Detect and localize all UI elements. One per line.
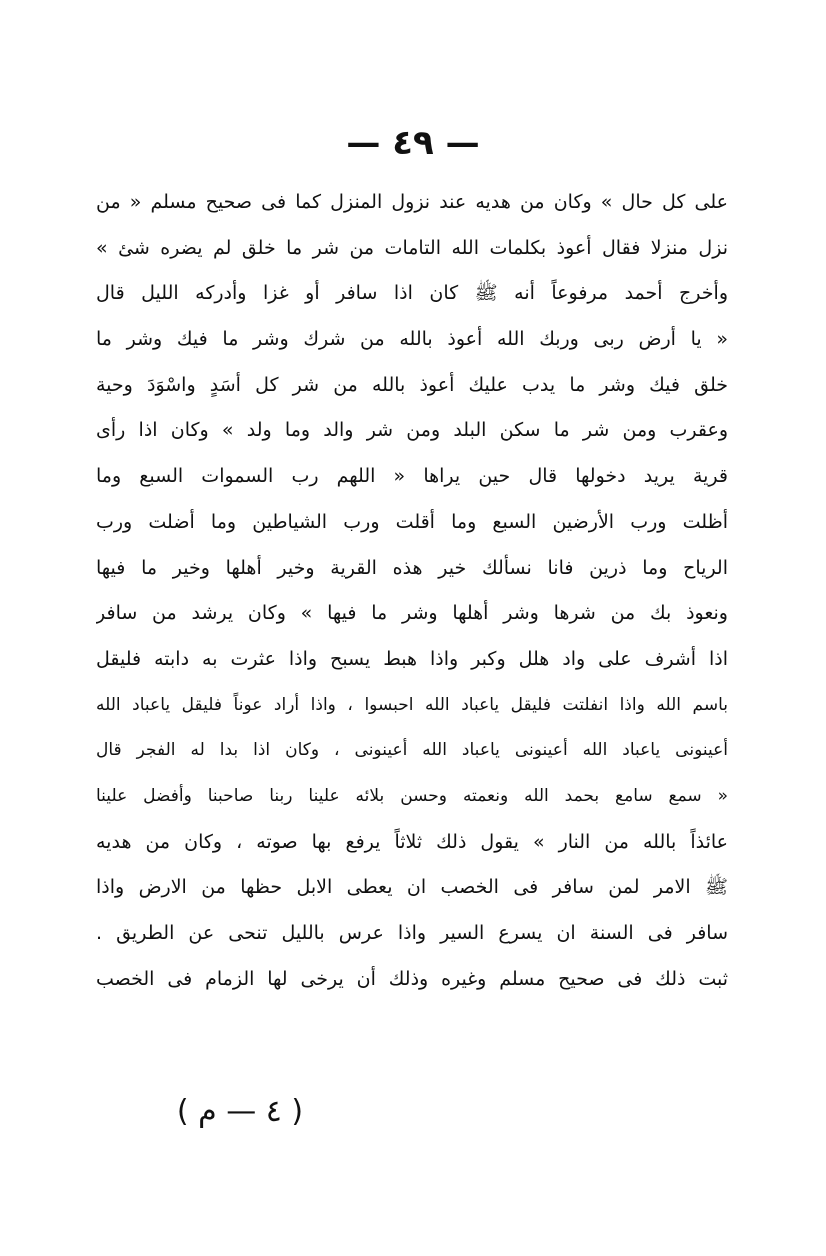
- text-line: « يا أرض ربى وربك الله أعوذ بالله من شرك وشر ما فيك وشر ما: [96, 328, 728, 351]
- text-line: باسم الله واذا انفلتت فليقل ياعباد الله احبسوا ، واذا أراد عوناً فليقل ياعباد الله: [96, 694, 728, 715]
- text-line: « سمع سامع بحمد الله ونعمته وحسن بلائه علينا ربنا صاحبنا وأفضل علينا: [96, 785, 728, 806]
- text-line: أعينونى ياعباد الله أعينونى ياعباد الله أعينونى ، وكان اذا بدا له الفجر قال: [96, 740, 728, 761]
- text-line: خلق فيك وشر ما يدب عليك أعوذ بالله من شر كل أسَدٍ واسْوَدَ وحية: [96, 373, 728, 396]
- text-line: على كل حال » وكان من هديه عند نزول المنزل كما فى صحيح مسلم « من: [96, 191, 728, 213]
- text-line: وأخرج أحمد مرفوعاً أنه ﷺ كان اذا سافر أو غزا وأدركه الليل قال: [96, 282, 728, 305]
- text-line: ﷺ الامر لمن سافر فى الخصب ان يعطى الابل حظها من الارض واذا: [96, 876, 728, 899]
- text-line: اذا أشرف على واد هلل وكبر واذا هبط يسبح واذا عثرت به دابته فليقل: [96, 647, 728, 670]
- text-line: أظلت ورب الأرضين السبع وما أقلت ورب الشياطين وما أضلت ورب: [96, 510, 728, 533]
- text-line: قرية يريد دخولها قال حين يراها « اللهم رب السموات السبع وما: [96, 465, 728, 488]
- text-line: عائذاً بالله من النار » يقول ذلك ثلاثاً يرفع بها صوته ، وكان من هديه: [96, 830, 728, 853]
- signature-mark: ( ٤ — م ): [176, 1094, 304, 1129]
- text-line: الرياح وما ذرين فانا نسألك خير هذه القرية وخير أهلها وخير ما فيها: [96, 556, 728, 579]
- text-line: ثبت ذلك فى صحيح مسلم وغيره وذلك أن يرخى لها الزمام فى الخصب: [96, 967, 728, 990]
- body-text: [96, 180, 728, 1002]
- text-line: سافر فى السنة ان يسرع السير واذا عرس بالليل تنحى عن الطريق .: [96, 922, 728, 944]
- text-line: وعقرب ومن شر ما سكن البلد ومن شر والد وما ولد » وكان اذا رأى: [96, 419, 728, 442]
- text-line: نزل منزلا فقال أعوذ بكلمات الله التامات من شر ما خلق لم يضره شئ »: [96, 236, 728, 259]
- page-number: — ٤٩ —: [346, 123, 480, 163]
- text-line: ونعوذ بك من شرها وشر أهلها وشر ما فيها » وكان يرشد من سافر: [96, 602, 728, 625]
